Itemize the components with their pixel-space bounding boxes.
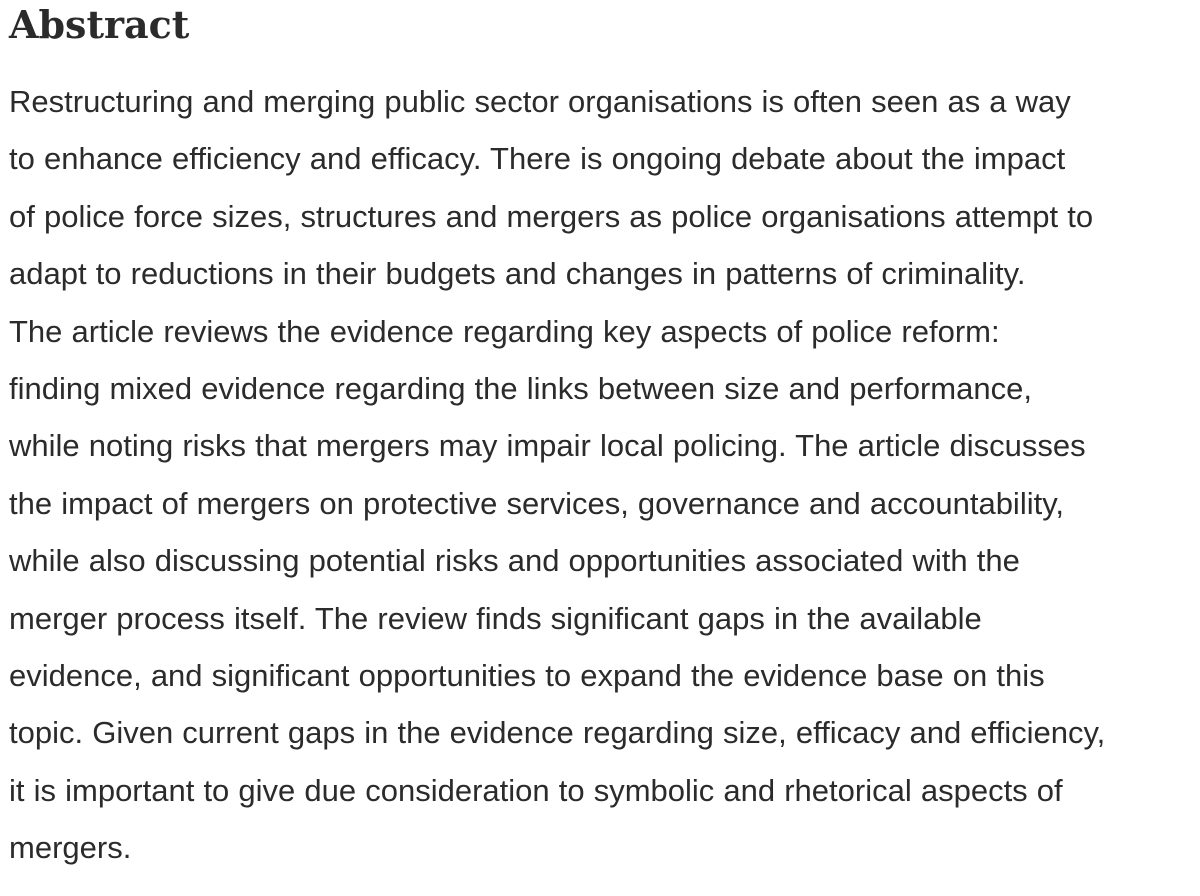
- abstract-line: topic. Given current gaps in the evidence regarding size, efficacy and efficiency,: [9, 715, 1106, 751]
- abstract-line: mergers.: [9, 830, 132, 866]
- abstract-line: while noting risks that mergers may impair local policing. The article discusses: [9, 428, 1086, 464]
- abstract-line: Restructuring and merging public sector organisations is often seen as a way: [9, 84, 1071, 119]
- abstract-line: of police force sizes, structures and mergers as police organisations attempt to: [9, 198, 1094, 234]
- abstract-section: [9, 0, 1189, 877]
- abstract-line: evidence, and significant opportunities to expand the evidence base on this: [9, 658, 1045, 694]
- abstract-heading: Abstract: [9, 2, 190, 47]
- abstract-line: merger process itself. The review finds significant gaps in the available: [9, 600, 982, 636]
- abstract-line: to enhance efficiency and efficacy. There is ongoing debate about the impact: [9, 141, 1066, 177]
- abstract-line: while also discussing potential risks and opportunities associated with the: [9, 543, 1020, 579]
- abstract-paragraph: [9, 73, 1189, 877]
- abstract-line: The article reviews the evidence regarding key aspects of police reform:: [9, 313, 1000, 349]
- abstract-line: adapt to reductions in their budgets and changes in patterns of criminality.: [9, 256, 1026, 292]
- abstract-line: the impact of mergers on protective services, governance and accountability,: [9, 485, 1065, 521]
- abstract-line: finding mixed evidence regarding the links between size and performance,: [9, 371, 1032, 407]
- abstract-line: it is important to give due consideration to symbolic and rhetorical aspects of: [9, 772, 1063, 808]
